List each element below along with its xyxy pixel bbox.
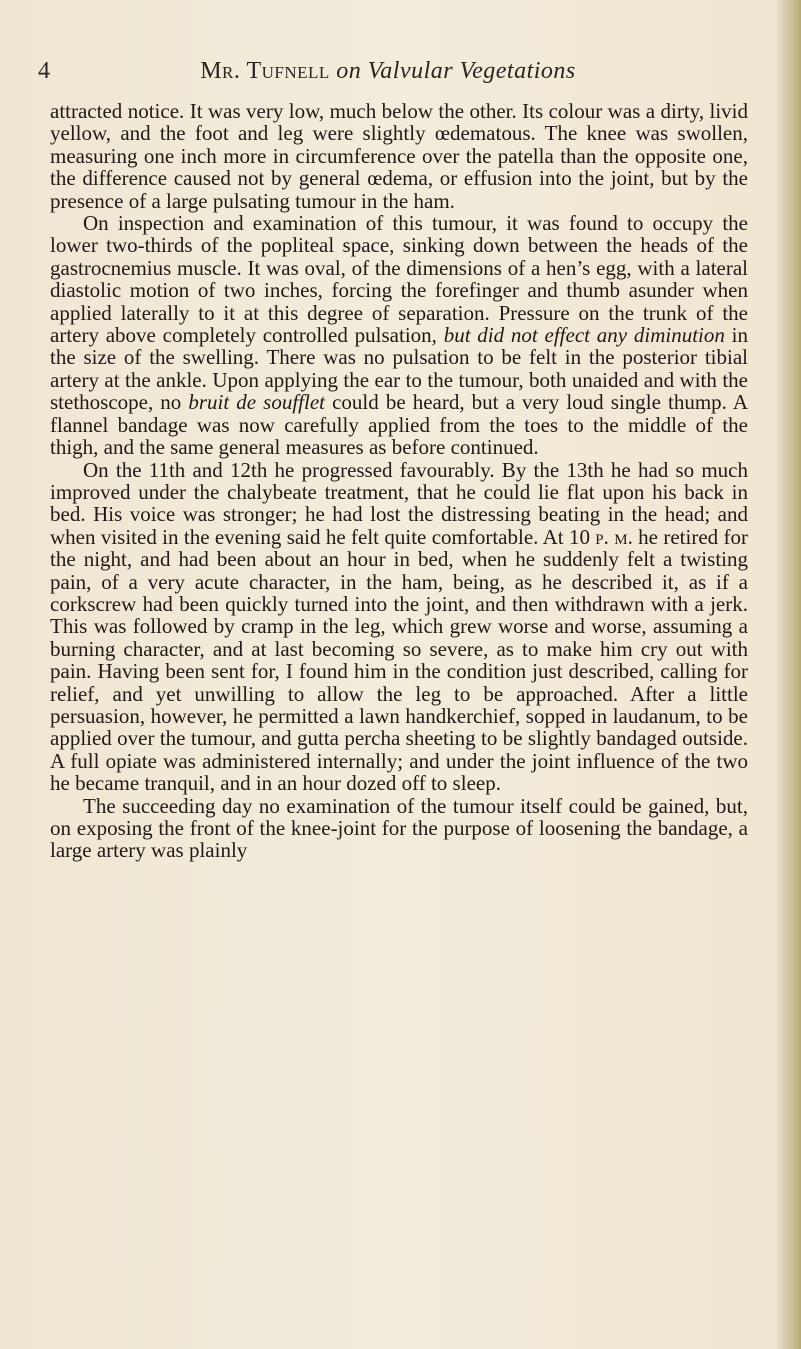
paragraph-2-part-3: could be heard, but a very loud single thump. A flannel bandage was now carefully applied from the toes to the middle of the thigh, and the same general measures as before continued.	[50, 390, 748, 460]
running-head-title: Valvular Vegetations	[367, 58, 576, 84]
page-edge-shadow	[775, 0, 801, 1349]
paragraph-3-part-1: On the 11th and 12th he progressed favourably. By the 13th he had so much improved under the chalybeate treatment, that he could lie flat upon his back in bed. His voice was stronger; he had lost the distressing beating in the head; and when visited in the evening said he felt quite comfortable. At 10	[50, 457, 748, 549]
paragraph-3	[50, 459, 748, 795]
paragraph-4: The succeeding day no examination of the tumour itself could be gained, but, on exposing the front of the knee-joint for the purpose of loosening the bandage, a large artery was plainly	[50, 793, 748, 863]
paragraph-3-part-2: he retired for the night, and had been about an hour in bed, when he suddenly felt a twisting pain, of a very acute character, in the ham, being, as he described it, as if a corkscrew had been quickly turned into the joint, and then withdrawn with a jerk. This was followed by cramp in the leg, which grew worse and worse, assuming a burning character, and at last becoming so severe, as to make him cry out with pain. Having been sent for, I found him in the condition just described, calling for relief, and yet unwilling to allow the leg to be approached. After a little persuasion, however, he permitted a lawn handkerchief, sopped in laudanum, to be applied over the tumour, and gutta percha sheeting to be slightly bandaged outside. A full opiate was administered internally; and under the joint influence of the two he became tranquil, and in an hour dozed off to sleep.	[50, 524, 748, 796]
paragraph-2-italic-2: bruit de soufflet	[188, 390, 326, 415]
page-header	[38, 56, 738, 86]
paragraph-2	[50, 212, 748, 458]
paragraph-2-part-2: in the size of the swelling. There was no pulsation to be felt in the posterior tibial artery at the ankle. Upon applying the ear to the tumour, both unaided and with the stethoscope, no	[50, 323, 748, 415]
paragraph-1: attracted notice. It was very low, much below the other. Its colour was a dirty, livid yellow, and the foot and leg were slightly œdematous. The knee was swollen, measuring one inch more in circumference over the patella than the opposite one, the difference caused not by general œdema, or effusion into the joint, but by the presence of a large pulsating tumour in the ham.	[50, 99, 748, 213]
paragraph-2-part-1: On inspection and examination of this tumour, it was found to occupy the lower two-thirds of the popliteal space, sinking down between the heads of the gastrocnemius muscle. It was oval, of the dimensions of a hen’s egg, with a lateral diastolic motion of two inches, forcing the forefinger and thumb asunder when applied laterally to it at this degree of separation. Pressure on the trunk of the artery above completely controlled pulsation,	[50, 211, 748, 348]
running-head-on: on	[336, 58, 362, 84]
running-head-author: Mr. Tufnell	[200, 58, 330, 84]
running-head	[38, 58, 738, 85]
paragraph-3-time-abbrev: p. m.	[595, 524, 633, 549]
page-number: 4	[38, 58, 50, 84]
paragraph-2-italic-1: but did not effect any diminution	[443, 323, 725, 348]
body-text	[50, 100, 748, 862]
